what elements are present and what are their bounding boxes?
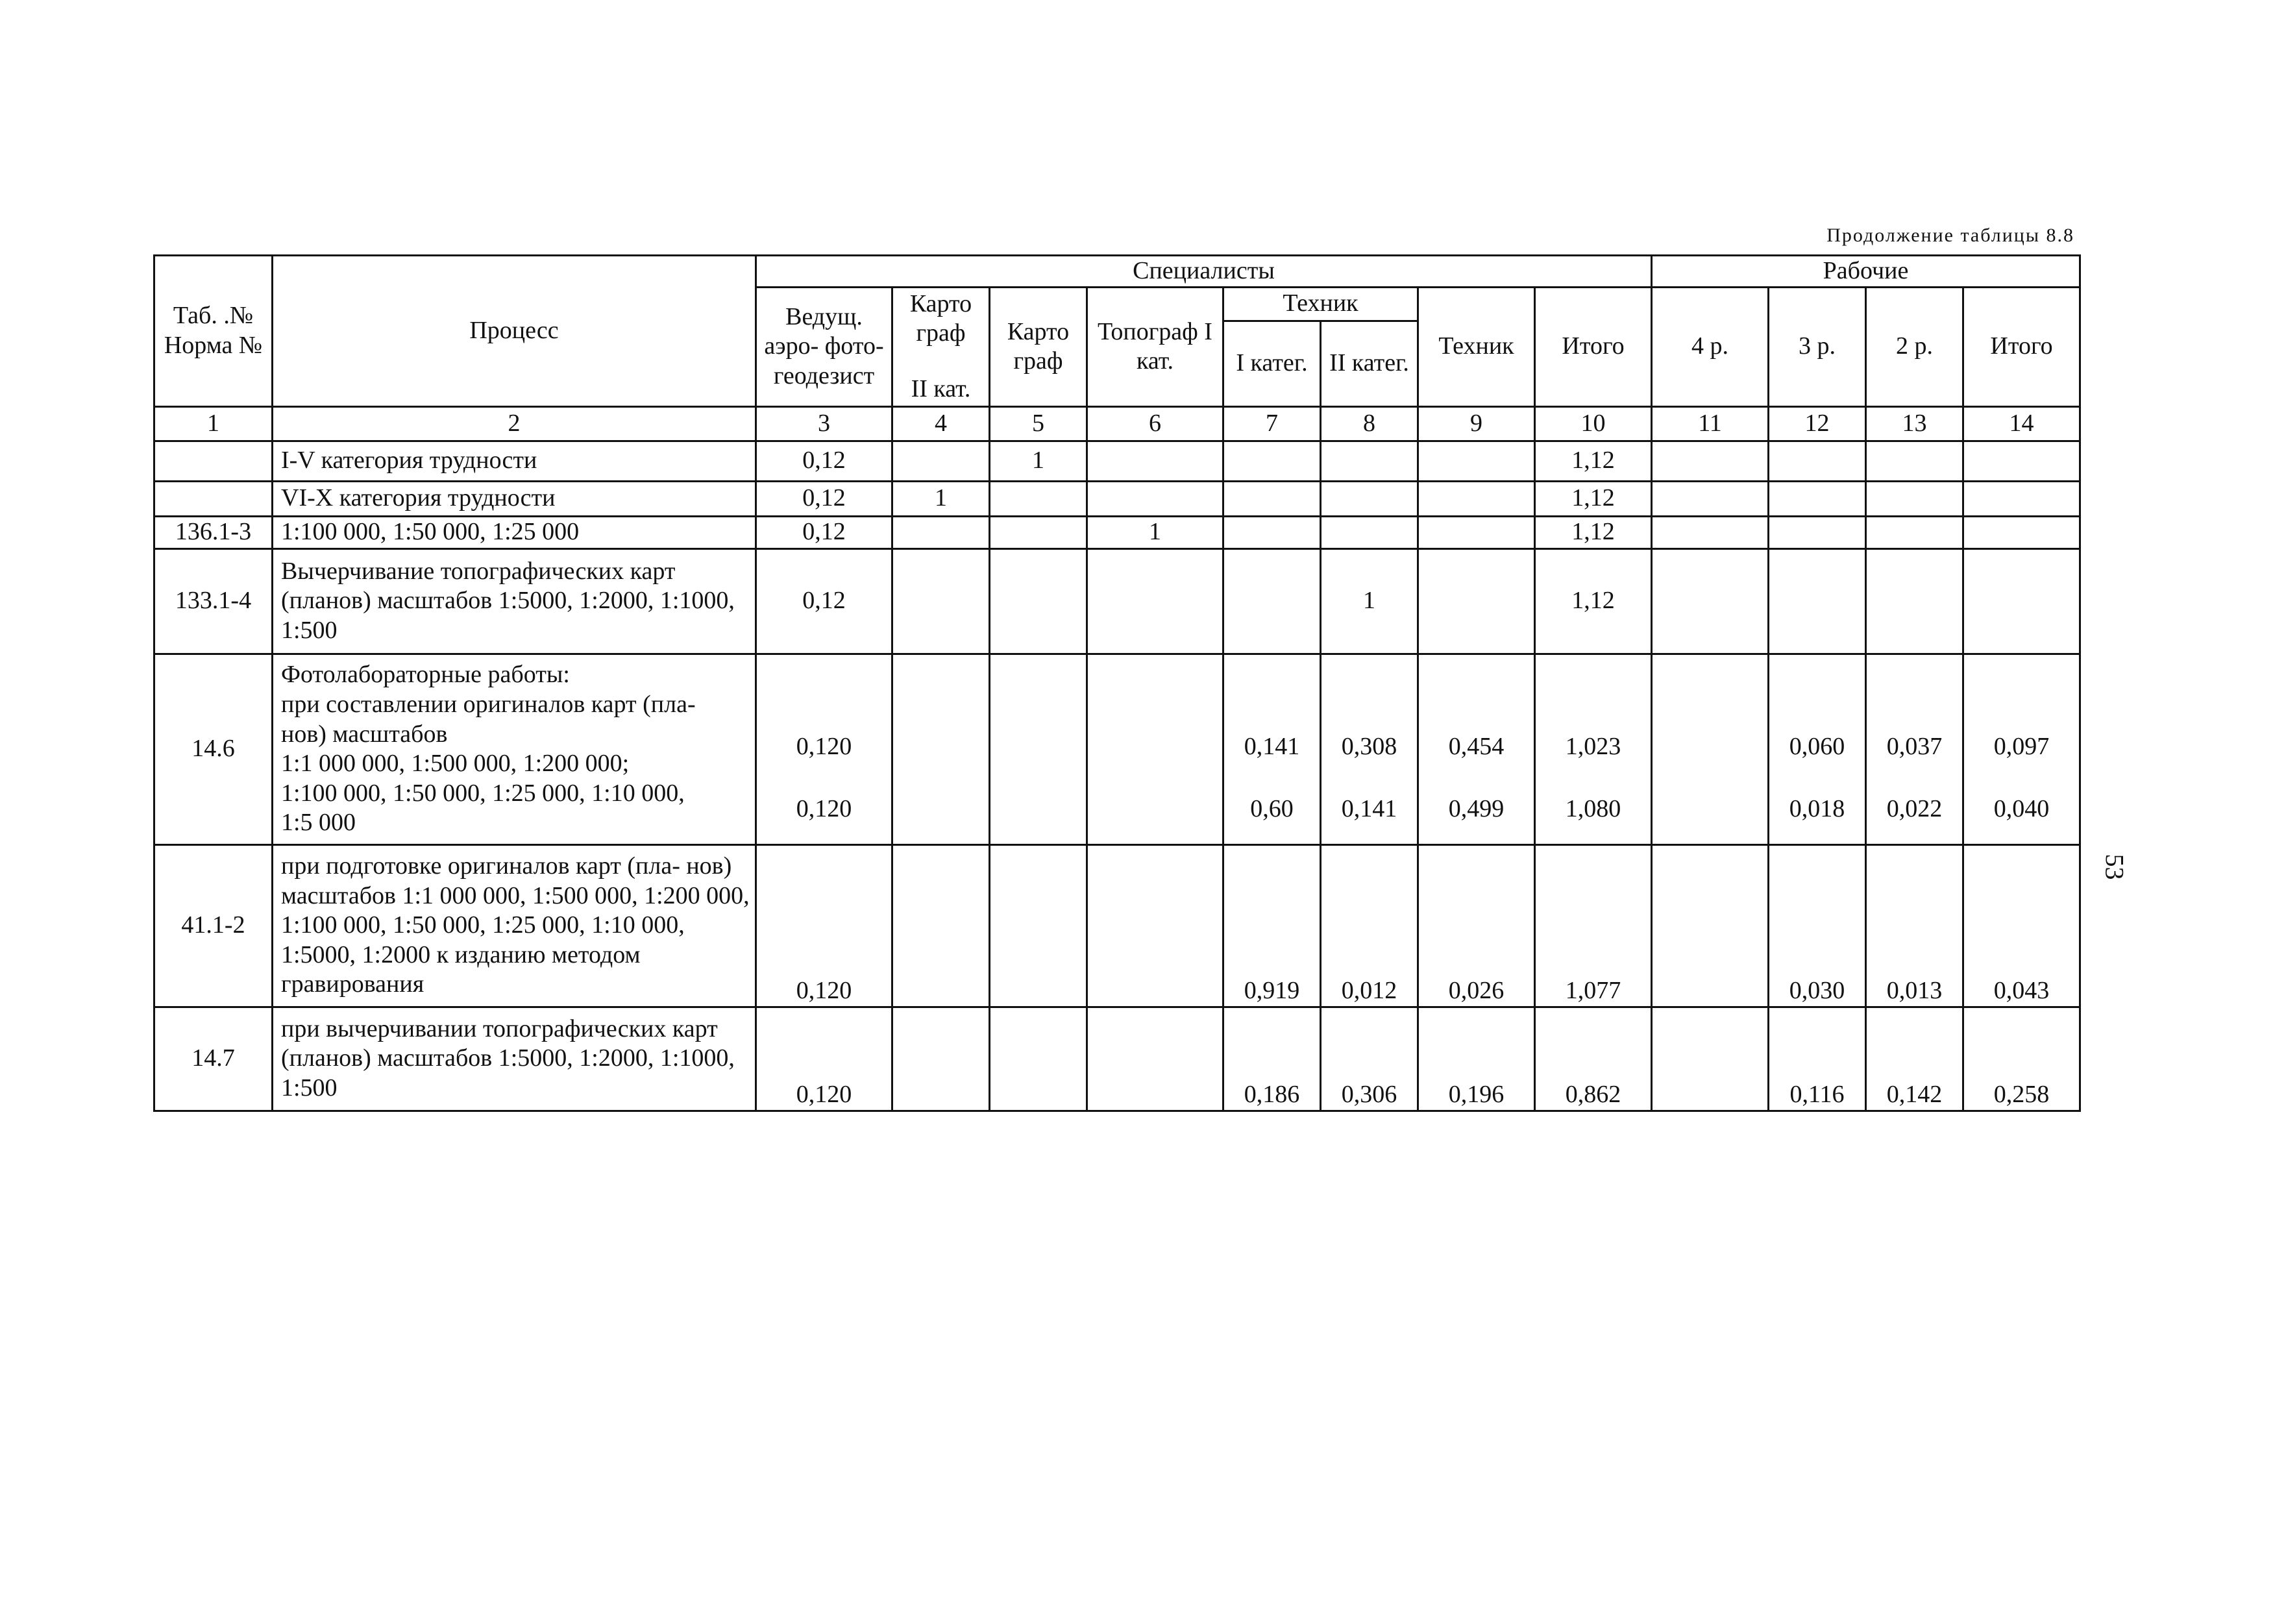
header-process: Процесс — [273, 256, 756, 407]
value-cell: 0,12 — [756, 481, 892, 516]
value-cell — [1223, 548, 1321, 654]
header-cartographer-2: Карто граф II кат. — [892, 287, 990, 406]
header-tab-number: Таб. .№ Норма № — [154, 256, 273, 407]
tab-number-cell: 136.1-3 — [154, 516, 273, 548]
norm-table — [153, 254, 2081, 1112]
value-cell: 0,013 — [1866, 844, 1963, 1007]
tab-number-cell: 14.7 — [154, 1007, 273, 1111]
header-worker-3: 3 р. — [1769, 287, 1866, 406]
value-cell: 0,862 — [1535, 1007, 1652, 1111]
value-cell — [1652, 516, 1769, 548]
process-cell: I-V категория трудности — [273, 441, 756, 481]
value-a: 0,060 — [1789, 733, 1845, 761]
value-cell: 1,077 — [1535, 844, 1652, 1007]
value-a: 0,454 — [1448, 733, 1505, 761]
value-cell — [1866, 441, 1963, 481]
column-number: 2 — [273, 406, 756, 441]
process-line: Фотолабораторные работы: — [281, 661, 570, 689]
table-row — [154, 1007, 2080, 1111]
column-number: 6 — [1087, 406, 1223, 441]
value-cell — [1223, 516, 1321, 548]
column-number: 8 — [1321, 406, 1418, 441]
header-specialists-total: Итого — [1535, 287, 1652, 406]
column-number: 1 — [154, 406, 273, 441]
table-row — [154, 441, 2080, 481]
value-cell — [1223, 481, 1321, 516]
process-line: нов) масштабов — [281, 720, 448, 748]
table-row — [154, 844, 2080, 1007]
value-cell — [1087, 1007, 1223, 1111]
header-cartographer: Карто граф — [990, 287, 1087, 406]
value-a — [996, 732, 1081, 762]
value-cell: 0,186 — [1223, 1007, 1321, 1111]
process-cell: Вычерчивание топографических карт (планов) масштабов 1:5000, 1:2000, 1:1000, 1:500 — [273, 548, 756, 654]
header-worker-4: 4 р. — [1652, 287, 1769, 406]
value-cell: 1 — [1321, 548, 1418, 654]
value-cell — [1963, 654, 2080, 844]
value-cell — [1418, 441, 1535, 481]
table-row — [154, 654, 2080, 844]
column-number: 4 — [892, 406, 990, 441]
value-cell — [990, 1007, 1087, 1111]
value-cell — [1321, 441, 1418, 481]
tab-number-cell — [154, 441, 273, 481]
value-cell — [1418, 516, 1535, 548]
value-b: 0,018 — [1789, 795, 1845, 823]
column-number: 11 — [1652, 406, 1769, 441]
value-cell — [756, 654, 892, 844]
value-cell — [990, 654, 1087, 844]
value-cell: 0,12 — [756, 441, 892, 481]
value-cell: 1,12 — [1535, 548, 1652, 654]
value-a: 0,120 — [796, 733, 852, 761]
value-cell: 0,120 — [756, 1007, 892, 1111]
value-cell: 0,12 — [756, 516, 892, 548]
value-cell — [1418, 481, 1535, 516]
value-cell: 0,196 — [1418, 1007, 1535, 1111]
value-cell — [1652, 1007, 1769, 1111]
tab-number-cell: 14.6 — [154, 654, 273, 844]
process-line: 1:1 000 000, 1:500 000, 1:200 000; — [281, 750, 630, 778]
process-line: 1:100 000, 1:50 000, 1:25 000, 1:10 000, — [281, 779, 685, 807]
value-cell — [1769, 548, 1866, 654]
process-cell — [273, 654, 756, 844]
header-technician: Техник — [1418, 287, 1535, 406]
header-workers-total: Итого — [1963, 287, 2080, 406]
header-technician-2: II катег. — [1321, 321, 1418, 406]
value-cell — [892, 654, 990, 844]
value-cell — [1418, 654, 1535, 844]
header-technician-group: Техник — [1223, 287, 1418, 321]
table-caption: Продолжение таблицы 8.8 — [1826, 225, 2074, 246]
tab-number-cell: 133.1-4 — [154, 548, 273, 654]
value-b: 1,080 — [1565, 795, 1621, 823]
value-cell — [892, 548, 990, 654]
value-b: 0,499 — [1448, 795, 1505, 823]
value-cell — [892, 1007, 990, 1111]
value-cell: 1 — [990, 441, 1087, 481]
value-cell — [1418, 548, 1535, 654]
value-cell — [1652, 481, 1769, 516]
value-b: 0,022 — [1886, 795, 1943, 823]
value-b — [1093, 794, 1217, 824]
value-b: 0,120 — [796, 795, 852, 823]
value-cell: 1 — [1087, 516, 1223, 548]
value-cell — [1652, 844, 1769, 1007]
value-cell — [1223, 441, 1321, 481]
value-cell: 0,919 — [1223, 844, 1321, 1007]
value-cell: 1,12 — [1535, 516, 1652, 548]
value-cell — [1321, 481, 1418, 516]
value-cell: 0,030 — [1769, 844, 1866, 1007]
process-cell: 1:100 000, 1:50 000, 1:25 000 — [273, 516, 756, 548]
column-number: 10 — [1535, 406, 1652, 441]
value-cell — [1087, 441, 1223, 481]
value-a — [898, 732, 983, 762]
value-cell — [1963, 516, 2080, 548]
table-row — [154, 516, 2080, 548]
process-line: 1:5 000 — [281, 809, 356, 837]
value-cell — [990, 548, 1087, 654]
value-cell: 0,120 — [756, 844, 892, 1007]
value-cell — [990, 844, 1087, 1007]
value-cell: 0,043 — [1963, 844, 2080, 1007]
tab-number-cell: 41.1-2 — [154, 844, 273, 1007]
value-cell — [1223, 654, 1321, 844]
process-cell: при подготовке оригиналов карт (пла- нов) масштабов 1:1 000 000, 1:500 000, 1:200 000, 1:100 000, 1:50 000, 1:25 000, 1:10 000, 1:5000, 1:2000 к изданию методом гравирования — [273, 844, 756, 1007]
value-cell: 0,12 — [756, 548, 892, 654]
value-cell — [1769, 654, 1866, 844]
value-a: 0,141 — [1244, 733, 1300, 761]
value-cell — [1652, 654, 1769, 844]
value-cell: 0,258 — [1963, 1007, 2080, 1111]
header-worker-2: 2 р. — [1866, 287, 1963, 406]
value-cell — [1535, 654, 1652, 844]
page-number: 53 — [2100, 854, 2130, 880]
process-cell: VI-X категория трудности — [273, 481, 756, 516]
value-cell: 1 — [892, 481, 990, 516]
header-technician-1: I катег. — [1223, 321, 1321, 406]
value-a: 0,037 — [1886, 733, 1943, 761]
column-number: 14 — [1963, 406, 2080, 441]
value-cell: 0,026 — [1418, 844, 1535, 1007]
value-cell — [1866, 548, 1963, 654]
value-cell — [1963, 481, 2080, 516]
value-b: 0,141 — [1341, 795, 1397, 823]
value-cell — [990, 516, 1087, 548]
column-number: 7 — [1223, 406, 1321, 441]
tab-number-cell — [154, 481, 273, 516]
value-b: 0,60 — [1250, 795, 1294, 823]
value-cell — [892, 441, 990, 481]
value-cell: 0,142 — [1866, 1007, 1963, 1111]
value-a — [1093, 732, 1217, 762]
value-cell — [1866, 654, 1963, 844]
column-number: 13 — [1866, 406, 1963, 441]
table-body — [154, 441, 2080, 1111]
value-cell — [1321, 654, 1418, 844]
column-number: 3 — [756, 406, 892, 441]
value-cell — [1769, 481, 1866, 516]
value-a: 1,023 — [1565, 733, 1621, 761]
value-cell — [892, 516, 990, 548]
value-cell — [1087, 654, 1223, 844]
header-lead-geodesist: Ведущ. аэро- фото- геодезист — [756, 287, 892, 406]
process-cell: при вычерчивании топографических карт (планов) масштабов 1:5000, 1:2000, 1:1000, 1:500 — [273, 1007, 756, 1111]
value-a — [1658, 732, 1762, 762]
header-specialists: Специалисты — [756, 256, 1652, 288]
value-cell — [1087, 548, 1223, 654]
column-number: 5 — [990, 406, 1087, 441]
column-number: 9 — [1418, 406, 1535, 441]
value-cell: 1,12 — [1535, 481, 1652, 516]
column-number: 12 — [1769, 406, 1866, 441]
value-b — [1658, 794, 1762, 824]
value-cell — [1769, 441, 1866, 481]
value-cell: 0,012 — [1321, 844, 1418, 1007]
value-cell — [1769, 516, 1866, 548]
value-cell — [1866, 516, 1963, 548]
value-cell — [1087, 481, 1223, 516]
value-cell — [990, 481, 1087, 516]
value-cell — [1866, 481, 1963, 516]
value-b: 0,040 — [1993, 795, 2050, 823]
value-a: 0,308 — [1341, 733, 1397, 761]
value-cell — [1963, 548, 2080, 654]
value-cell: 0,116 — [1769, 1007, 1866, 1111]
value-cell: 1,12 — [1535, 441, 1652, 481]
value-cell — [1963, 441, 2080, 481]
table-row — [154, 481, 2080, 516]
process-line: при составлении оригиналов карт (пла- — [281, 690, 696, 718]
value-b — [996, 794, 1081, 824]
value-cell: 0,306 — [1321, 1007, 1418, 1111]
value-cell — [1652, 548, 1769, 654]
column-number-row — [154, 406, 2080, 441]
value-cell — [1321, 516, 1418, 548]
value-cell — [892, 844, 990, 1007]
header-workers: Рабочие — [1652, 256, 2080, 288]
value-b — [898, 794, 983, 824]
table-row — [154, 548, 2080, 654]
value-cell — [1087, 844, 1223, 1007]
header-topographer: Топограф I кат. — [1087, 287, 1223, 406]
value-a: 0,097 — [1993, 733, 2050, 761]
value-cell — [1652, 441, 1769, 481]
